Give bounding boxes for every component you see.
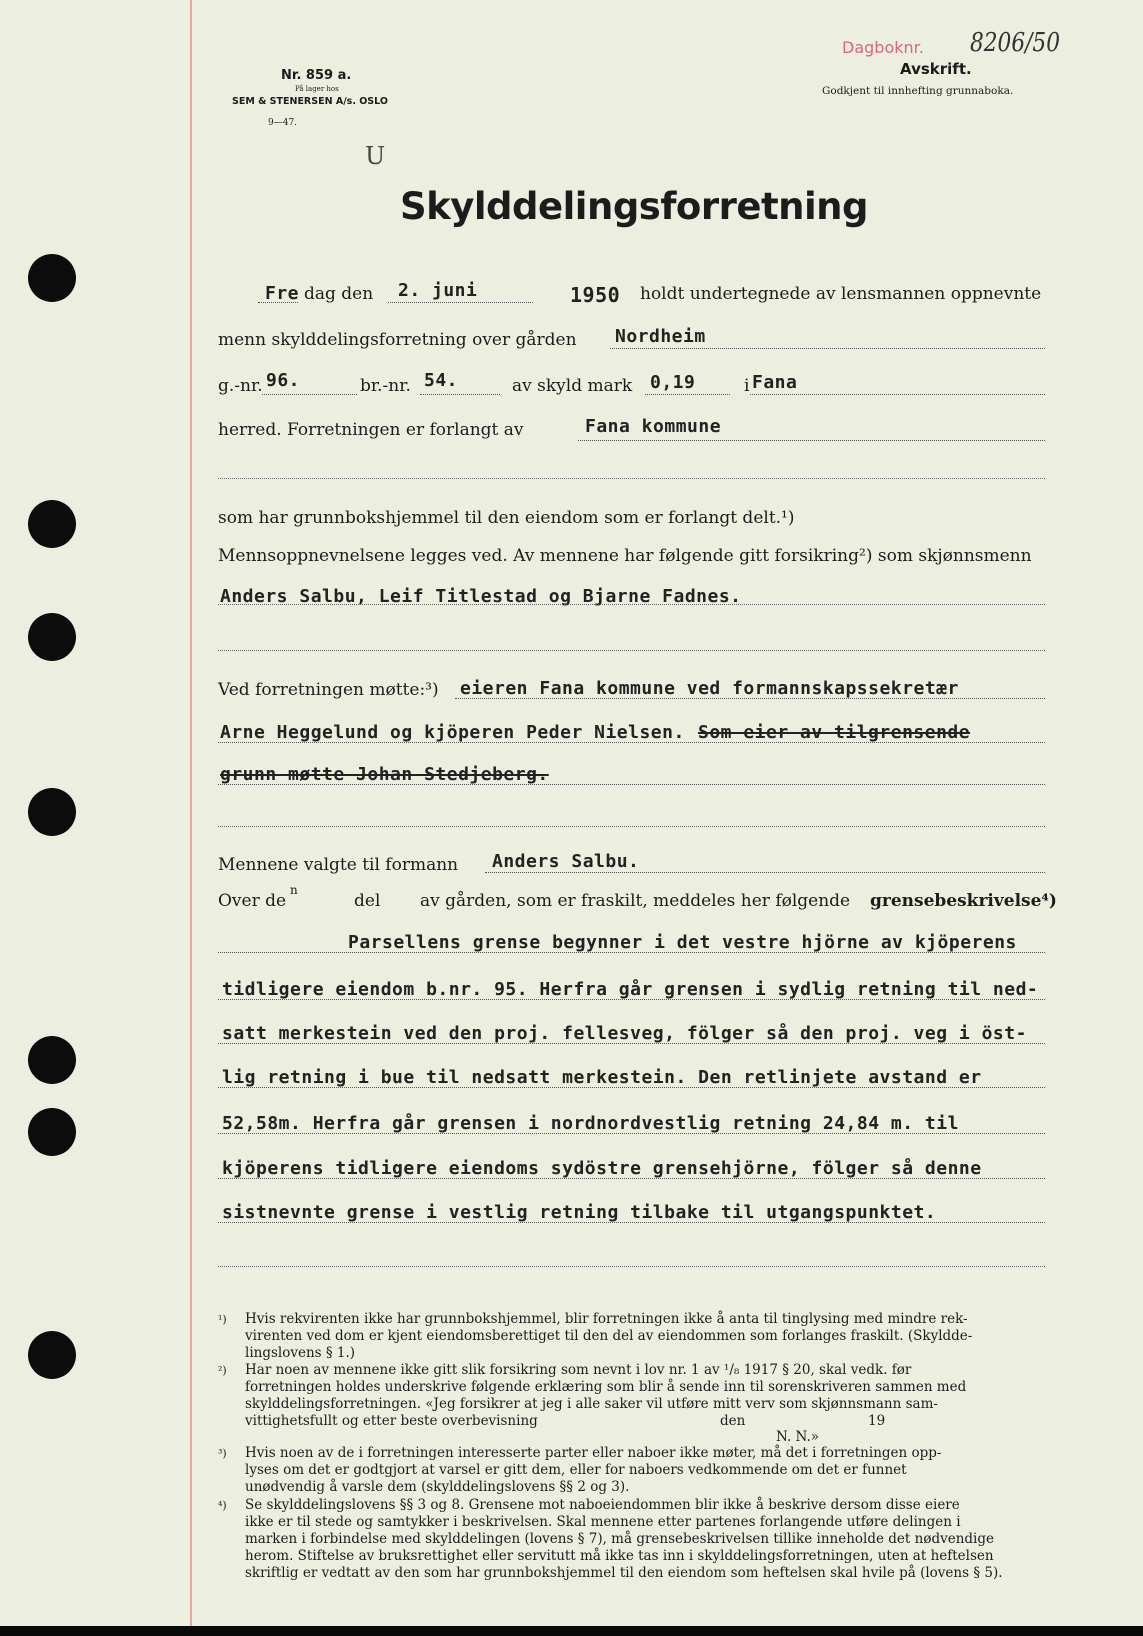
footnote-line: skriftlig er vedtatt av den som har grunnbokshjemmel til den eiendom som heftelsen skal hvile på (lovens § 5). xyxy=(245,1565,1003,1581)
i-label: i xyxy=(744,376,750,396)
attended-label: Ved forretningen møtte:³) xyxy=(218,680,439,700)
fill-line xyxy=(485,872,1045,873)
description-line: 52,58m. Herfra går grensen i nordnordvestlig retning 24,84 m. til xyxy=(222,1113,959,1134)
footnote-line: lyses om det er godtgjort at varsel er gitt dem, eller for naboers vedkommende om det er funnet xyxy=(245,1462,907,1478)
gnr-typed: 96. xyxy=(266,370,301,391)
print-date: 9—47. xyxy=(268,118,298,128)
line5-text: som har grunnbokshjemmel til den eiendom som er forlangt delt.¹) xyxy=(218,508,795,528)
skyld-label: av skyld mark xyxy=(512,376,633,396)
punch-hole xyxy=(28,1036,76,1084)
footnote-year: 19 xyxy=(868,1413,886,1429)
fill-line xyxy=(388,302,533,303)
footnote-line: forretningen holdes underskrive følgende erklæring som blir å sende inn til sorenskriveren sammen med xyxy=(245,1379,967,1395)
footnote-line: vittighetsfullt og etter beste overbevisning xyxy=(245,1413,538,1429)
del-label: del xyxy=(354,891,381,911)
chair-typed: Anders Salbu. xyxy=(492,851,640,872)
struck-text: Som eier av tilgrensende xyxy=(698,722,971,743)
line4-text: herred. Forretningen er forlangt av xyxy=(218,420,524,440)
description-line: satt merkestein ved den proj. fellesveg, fölger så den proj. veg i öst- xyxy=(222,1023,1027,1044)
label-dag: dag den xyxy=(304,284,374,304)
fill-line xyxy=(420,394,500,395)
skyld-typed: 0,19 xyxy=(650,372,696,393)
footnote-line: marken i forbindelse med skylddelingen (lovens § 7), må grensebeskrivelsen tillike inneholde det nødvendige xyxy=(245,1531,994,1547)
footnote-line: Hvis noen av de i forretningen interesserte parter eller naboer ikke møter, må det i forretningen opp- xyxy=(245,1445,942,1461)
farm-name-typed: Nordheim xyxy=(615,326,706,347)
fill-line xyxy=(218,742,1045,743)
fill-line xyxy=(218,1043,1045,1044)
punch-hole xyxy=(28,500,76,548)
line1-text: holdt undertegnede av lensmannen oppnevnte xyxy=(640,284,1042,304)
fill-line xyxy=(218,1133,1045,1134)
footnote-marker: ³) xyxy=(218,1447,227,1460)
footnote-line: lingslovens § 1.) xyxy=(245,1345,356,1361)
fill-line xyxy=(218,784,1045,785)
publisher: SEM & STENERSEN A/s. OSLO xyxy=(232,96,388,107)
approved-note: Godkjent til innhefting grunnaboka. xyxy=(822,85,1014,97)
fill-line xyxy=(218,952,1045,953)
footnote-line: unødvendig å varsle dem (skylddelingslovens §§ 2 og 3). xyxy=(245,1479,630,1495)
punch-hole xyxy=(28,254,76,302)
margin-mark: U xyxy=(365,142,386,170)
footnote-marker: ⁴) xyxy=(218,1499,227,1512)
fill-line xyxy=(750,394,1045,395)
over-label: Over de xyxy=(218,891,287,911)
fill-line xyxy=(218,999,1045,1000)
blank-line xyxy=(218,1266,1045,1267)
fill-line xyxy=(218,1222,1045,1223)
brnr-typed: 54. xyxy=(424,370,459,391)
punch-hole xyxy=(28,788,76,836)
footnote-signature: N. N.» xyxy=(776,1429,820,1445)
punch-hole xyxy=(28,613,76,661)
diary-stamp-label: Dagboknr. xyxy=(842,38,924,57)
appraisers-typed: Anders Salbu, Leif Titlestad og Bjarne Fadnes. xyxy=(220,586,742,607)
blank-line xyxy=(218,826,1045,827)
fill-line xyxy=(218,1087,1045,1088)
fill-line xyxy=(578,440,1045,441)
fill-line xyxy=(610,348,1045,349)
over-text: av gården, som er fraskilt, meddeles her følgende xyxy=(420,891,851,911)
over-suffix: n xyxy=(290,883,298,897)
description-line: Parsellens grense begynner i det vestre hjörne av kjöperens xyxy=(348,932,1017,953)
footnote-den: den xyxy=(720,1413,746,1429)
description-line: sistnevnte grense i vestlig retning tilbake til utgangspunktet. xyxy=(222,1202,937,1223)
copy-label: Avskrift. xyxy=(900,60,972,78)
weekday-typed: Fre xyxy=(265,283,300,304)
brnr-label: br.-nr. xyxy=(360,376,411,396)
fill-line xyxy=(645,394,730,395)
struck-text-2: grunn møtte Johan Stedjeberg. xyxy=(220,764,549,785)
attended-typed-2: Arne Heggelund og kjöperen Peder Nielsen. xyxy=(220,722,685,743)
margin-rule xyxy=(190,0,192,1636)
fill-line xyxy=(262,394,357,395)
gnr-label: g.-nr. xyxy=(218,376,263,396)
footnote-line: virenten ved dom er kjent eiendomsberettiget til den del av eiendommen som forlanges fraskilt. (Skyldde- xyxy=(245,1328,973,1344)
form-number: Nr. 859 a. xyxy=(281,68,352,83)
year-typed: 1950 xyxy=(570,283,621,307)
page-title: Skylddelingsforretning xyxy=(400,185,868,228)
footnote-line: ikke er til stede og samtykker i beskrivelsen. Skal mennene etter partenes forlangende utføre delingen i xyxy=(245,1514,961,1530)
footnote-line: skylddelingsforretningen. «Jeg forsikrer at jeg i alle saker vil utføre mitt verv som skjønnsmann sam- xyxy=(245,1396,938,1412)
scan-border xyxy=(0,1626,1143,1636)
fill-line xyxy=(455,698,1045,699)
blank-line xyxy=(218,478,1045,479)
footnote-line: Har noen av mennene ikke gitt slik forsikring som nevnt i lov nr. 1 av ¹/₈ 1917 § 20, skal vedk. før xyxy=(245,1362,912,1378)
date-typed: 2. juni xyxy=(398,280,478,301)
line6-text: Mennsoppnevnelsene legges ved. Av mennene har følgende gitt forsikring²) som skjønnsmenn xyxy=(218,546,1032,566)
diary-number: 8206/50 xyxy=(970,28,1060,58)
fill-line xyxy=(258,302,298,303)
description-line: lig retning i bue til nedsatt merkestein. Den retlinjete avstand er xyxy=(222,1067,982,1088)
footnote-line: Se skylddelingslovens §§ 3 og 8. Grensene mot naboeiendommen blir ikke å beskrive dersom disse eiere xyxy=(245,1497,960,1513)
boundary-heading: grensebeskrivelse⁴) xyxy=(870,891,1057,911)
footnote-marker: ¹) xyxy=(218,1313,227,1326)
blank-line xyxy=(218,650,1045,651)
attended-typed: eieren Fana kommune ved formannskapssekretær xyxy=(460,678,959,699)
requester-typed: Fana kommune xyxy=(585,416,722,437)
punch-hole xyxy=(28,1331,76,1379)
herred-typed: Fana xyxy=(752,372,798,393)
punch-hole xyxy=(28,1108,76,1156)
chair-label: Mennene valgte til formann xyxy=(218,855,459,875)
footnote-marker: ²) xyxy=(218,1364,227,1377)
fill-line xyxy=(218,1178,1045,1179)
description-line: tidligere eiendom b.nr. 95. Herfra går grensen i sydlig retning til ned- xyxy=(222,979,1039,1000)
footnote-line: herom. Stiftelse av bruksrettighet eller servitutt må ikke tas inn i skylddelingsforretningen, uten at heftelsen xyxy=(245,1548,994,1564)
publisher-note: På lager hos xyxy=(295,85,339,93)
fill-line xyxy=(218,604,1045,605)
line2-text: menn skylddelingsforretning over gården xyxy=(218,330,577,350)
description-line: kjöperens tidligere eiendoms sydöstre grensehjörne, fölger så denne xyxy=(222,1158,982,1179)
footnote-line: Hvis rekvirenten ikke har grunnbokshjemmel, blir forretningen ikke å anta til tinglysing med mindre rek- xyxy=(245,1311,968,1327)
